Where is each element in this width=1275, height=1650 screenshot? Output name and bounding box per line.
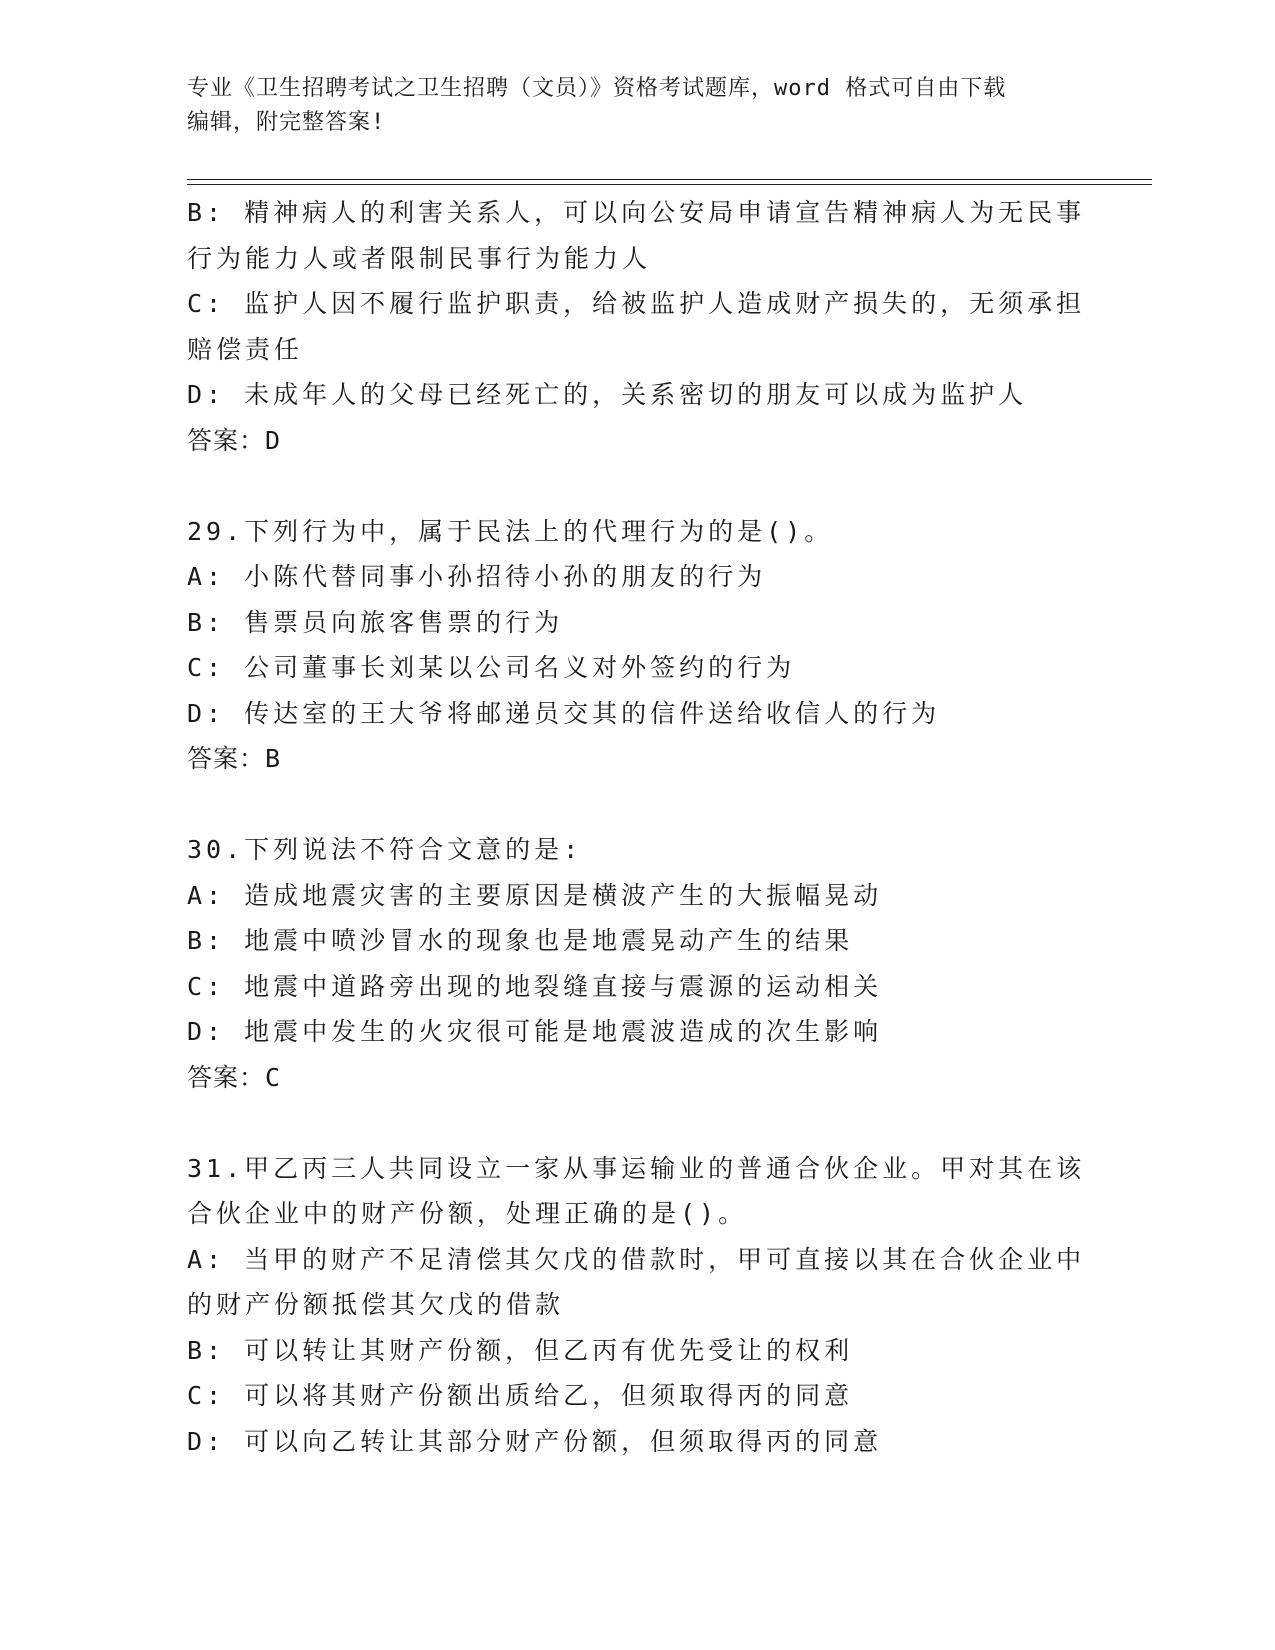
spacer — [187, 463, 1087, 509]
question-31 — [187, 1146, 1087, 1465]
option-d: D: 未成年人的父母已经死亡的，关系密切的朋友可以成为监护人 — [187, 380, 1028, 409]
answer: 答案：D — [187, 425, 282, 455]
option-b: B: 地震中喷沙冒水的现象也是地震晃动产生的结果 — [187, 926, 854, 955]
header-divider-top — [187, 179, 1152, 180]
option-d: D: 可以向乙转让其部分财产份额，但须取得丙的同意 — [187, 1426, 883, 1456]
option-d: D: 地震中发生的火灾很可能是地震波造成的次生影响 — [187, 1017, 883, 1046]
spacer — [187, 1100, 1087, 1146]
question-text: 30.下列说法不符合文意的是: — [187, 835, 583, 864]
option-d: D: 传达室的王大爷将邮递员交其的信件送给收信人的行为 — [187, 698, 941, 728]
document-header — [187, 72, 1087, 140]
option-a-line-1: A: 当甲的财产不足清偿其欠戊的借款时，甲可直接以其在合伙企业中 — [187, 1244, 1086, 1274]
option-a: A: 造成地震灾害的主要原因是横波产生的大振幅晃动 — [187, 880, 883, 910]
question-28-continued — [187, 190, 1087, 463]
header-divider-bottom — [187, 184, 1152, 185]
answer: 答案：B — [187, 744, 282, 773]
answer: 答案：C — [187, 1062, 282, 1092]
header-line-2: 编辑，附完整答案! — [187, 110, 386, 135]
header-line-1: 专业《卫生招聘考试之卫生招聘（文员）》资格考试题库，word 格式可自由下载 — [187, 76, 1007, 101]
question-29 — [187, 509, 1087, 782]
option-c: C: 公司董事长刘某以公司名义对外签约的行为 — [187, 653, 796, 682]
question-text-line-2: 合伙企业中的财产份额，处理正确的是()。 — [187, 1199, 748, 1228]
option-b: B: 售票员向旅客售票的行为 — [187, 607, 564, 637]
option-c: C: 地震中道路旁出现的地裂缝直接与震源的运动相关 — [187, 971, 883, 1001]
option-a: A: 小陈代替同事小孙招待小孙的朋友的行为 — [187, 562, 767, 591]
option-c-line-2: 赔偿责任 — [187, 334, 304, 364]
document-body — [187, 190, 1087, 1464]
question-30 — [187, 827, 1087, 1100]
option-b-line-2: 行为能力人或者限制民事行为能力人 — [187, 243, 652, 273]
question-text: 29.下列行为中，属于民法上的代理行为的是()。 — [187, 516, 834, 546]
option-c: C: 可以将其财产份额出质给乙，但须取得丙的同意 — [187, 1381, 854, 1410]
option-b-line-1: B: 精神病人的利害关系人，可以向公安局申请宣告精神病人为无民事 — [187, 198, 1086, 227]
option-b: B: 可以转让其财产份额，但乙丙有优先受让的权利 — [187, 1335, 854, 1365]
question-text-line-1: 31.甲乙丙三人共同设立一家从事运输业的普通合伙企业。甲对其在该 — [187, 1153, 1086, 1183]
option-a-line-2: 的财产份额抵偿其欠戊的借款 — [187, 1290, 565, 1319]
option-c-line-1: C: 监护人因不履行监护职责，给被监护人造成财产损失的，无须承担 — [187, 289, 1086, 318]
spacer — [187, 782, 1087, 828]
